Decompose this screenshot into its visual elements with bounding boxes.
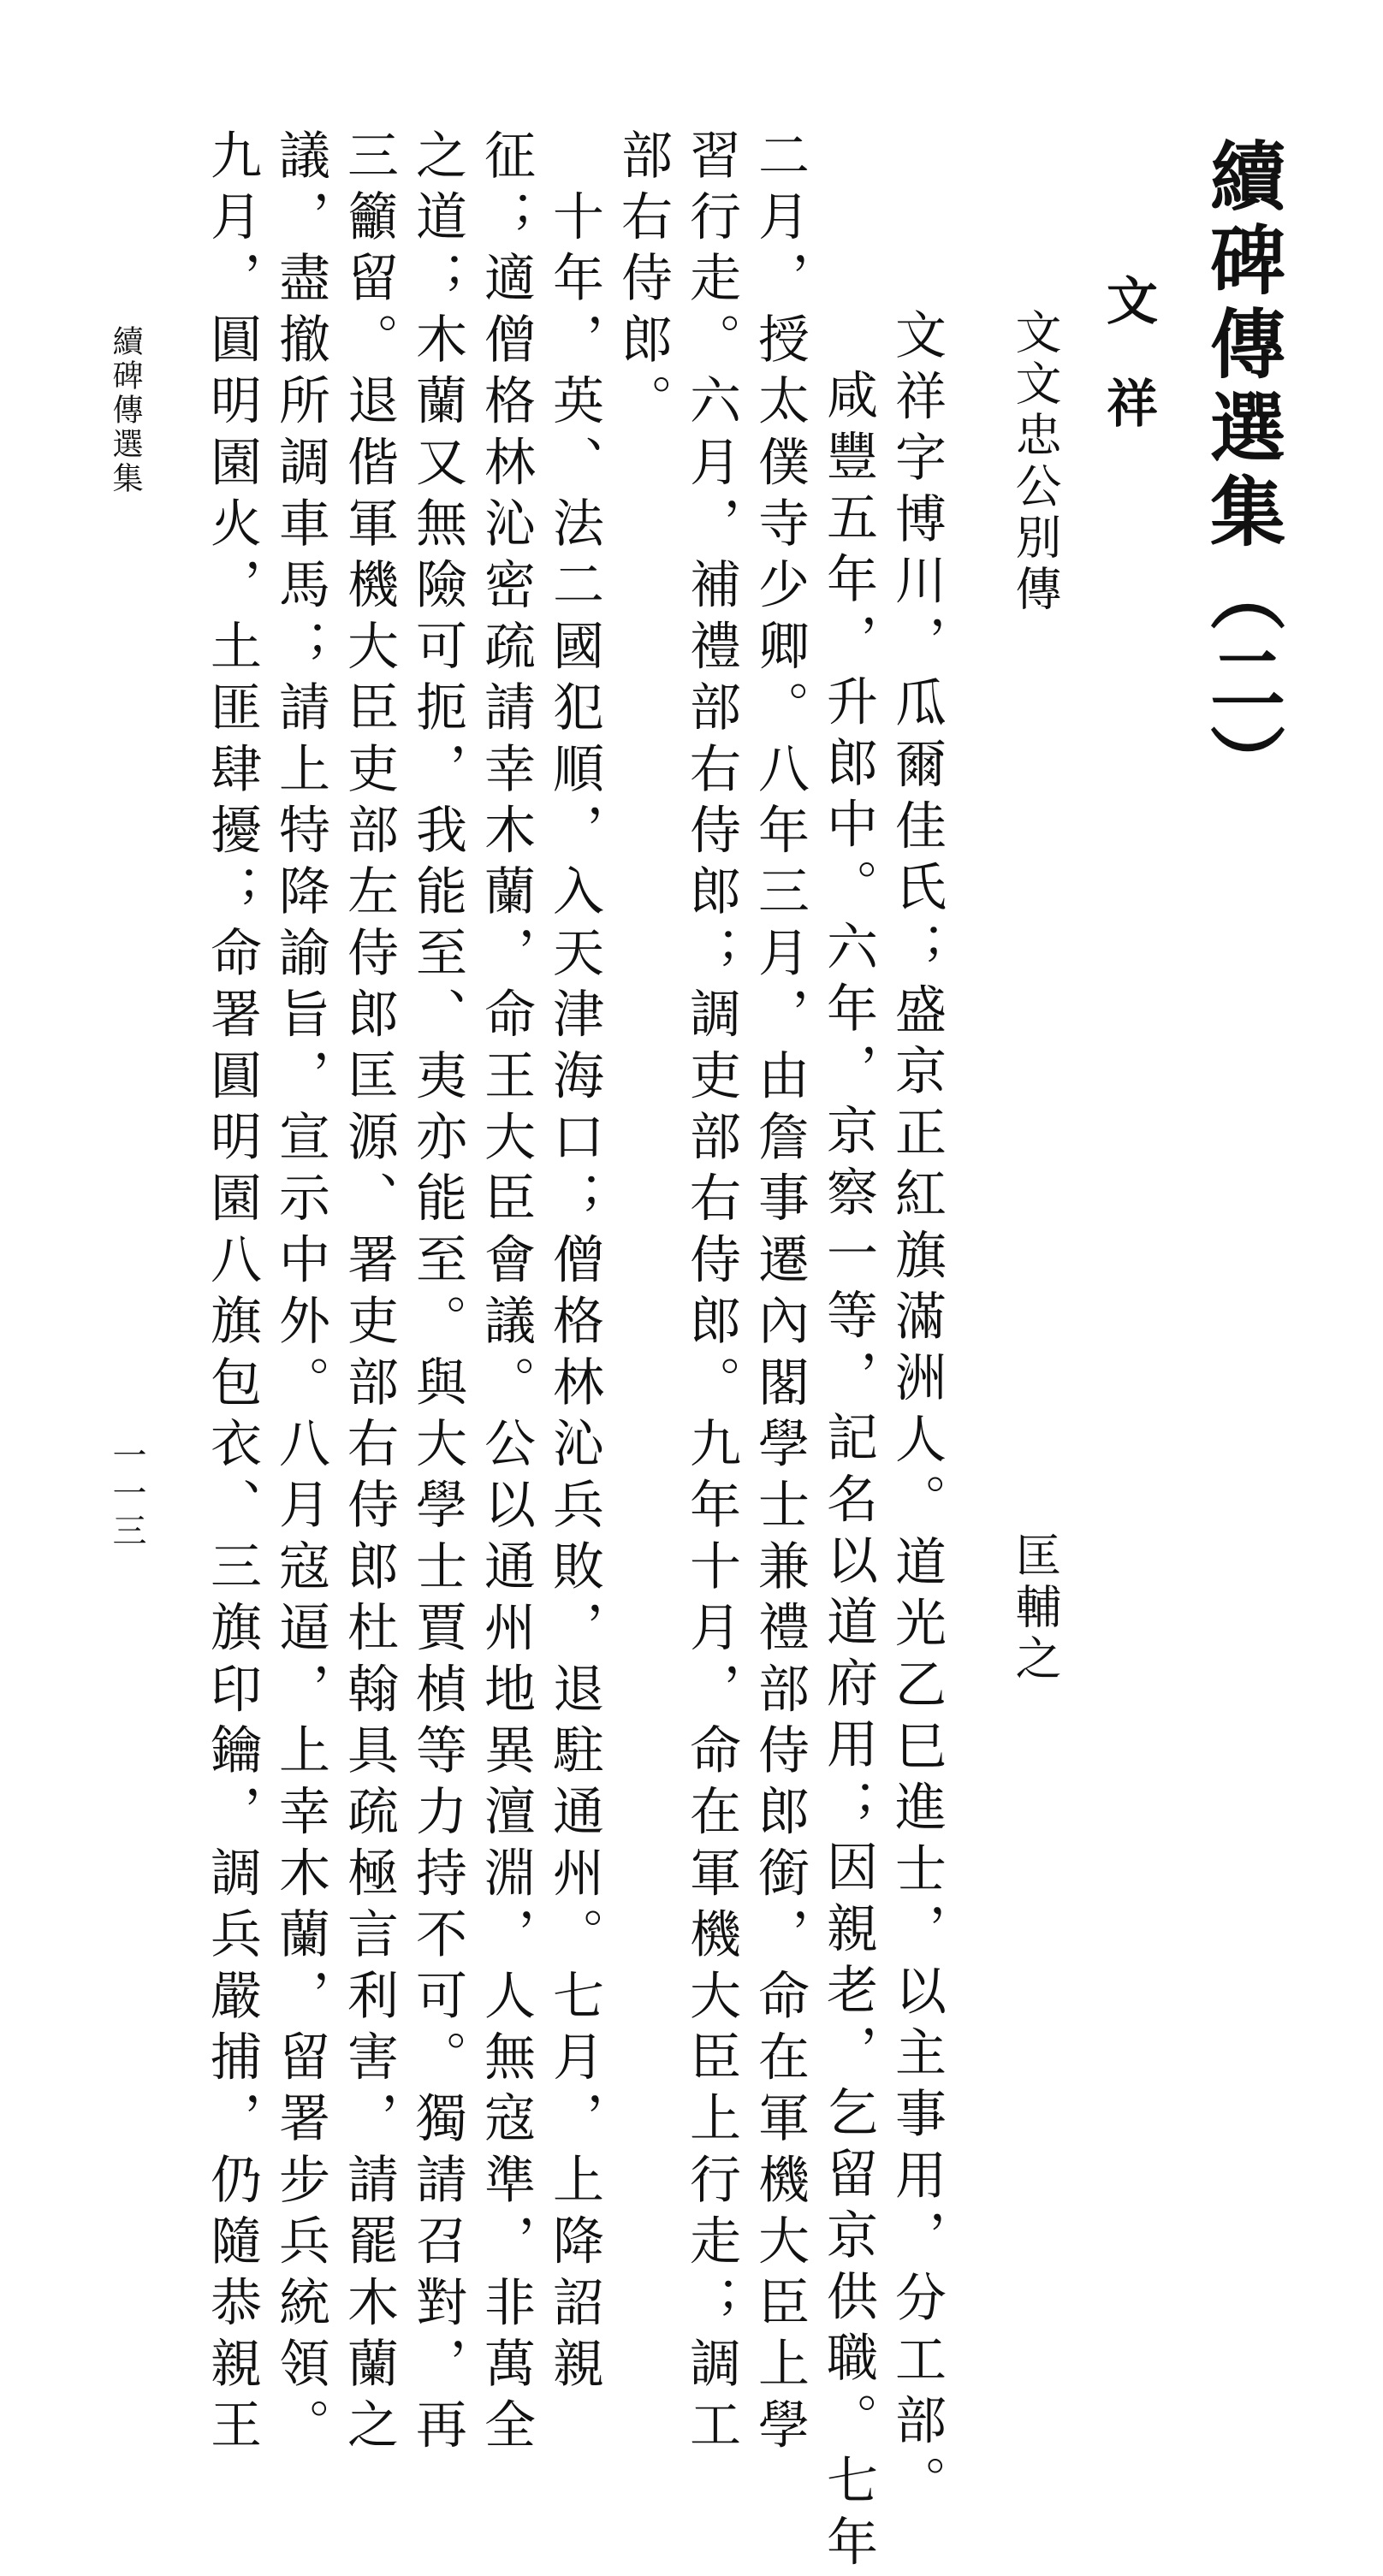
body-line: 咸豐五年，升郎中。六年，京察一等，記名以道府用；因親老，乞留京供職。七年 (818, 368, 878, 2576)
book-title: 續碑傳選集（二） (1198, 137, 1287, 808)
body-line: 征；適僧格林沁密疏請幸木蘭，命王大臣會議。公以通州地異澶淵，人無寇準，非萬全 (476, 128, 536, 2460)
chapter-title: 文祥 (1098, 274, 1158, 479)
body-line: 習行走。六月，補禮部右侍郎；調吏部右侍郎。九年十月，命在軍機大臣上行走；調工 (681, 128, 741, 2460)
page-number: 一一三 (107, 1437, 146, 1550)
body-line: 議，盡撤所調車馬；請上特降諭旨，宣示中外。八月寇逼，上幸木蘭，留署步兵統領。 (270, 128, 330, 2460)
subtitle: 文文忠公別傳 (1008, 308, 1062, 616)
body-line: 九月，圓明園火，土匪肆擾；命署圓明園八旗包衣、三旗印鑰，調兵嚴捕，仍隨恭親王 (202, 128, 262, 2460)
footer-book-title: 續碑傳選集 (108, 325, 143, 496)
body-line: 三籲留。退偕軍機大臣吏部左侍郎匡源、署吏部右侍郎杜翰具疏極言利害，請罷木蘭之 (339, 128, 399, 2460)
author: 匡輔之 (1008, 1531, 1062, 1685)
body-line: 之道；木蘭又無險可扼，我能至、夷亦能至。與大學士賈楨等力持不可。獨請召對，再 (407, 128, 467, 2460)
body-line: 二月，授太僕寺少卿。八年三月，由詹事遷內閣學士兼禮部侍郎銜，命在軍機大臣上學 (750, 128, 810, 2460)
body-line: 文祥字博川，瓜爾佳氏；盛京正紅旗滿洲人。道光乙巳進士，以主事用，分工部。 (887, 308, 947, 2517)
body-line: 部右侍郎。 (613, 128, 673, 435)
body-line: 十年，英、法二國犯順，入天津海口；僧格林沁兵敗，退駐通州。七月，上降詔親 (544, 128, 604, 2398)
